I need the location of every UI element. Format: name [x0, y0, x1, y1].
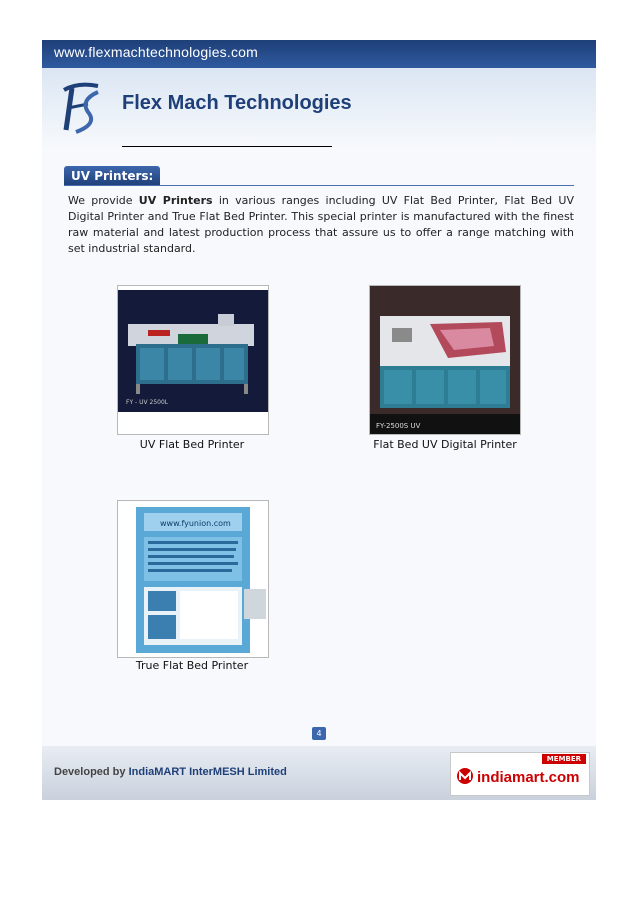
page-number: 4	[312, 727, 326, 740]
header-divider	[122, 146, 332, 147]
product-caption: Flat Bed UV Digital Printer	[373, 438, 517, 451]
page	[42, 40, 596, 800]
website-url[interactable]: www.flexmachtechnologies.com	[54, 44, 259, 60]
indiamart-member-badge[interactable]	[450, 752, 590, 796]
member-label: MEMBER	[542, 754, 586, 764]
section-title: UV Printers:	[64, 166, 160, 186]
top-banner	[42, 40, 596, 68]
product-photo-uv-flat-bed[interactable]	[117, 285, 269, 435]
company-logo-icon	[58, 80, 106, 136]
product-photo-flat-bed-uv-digital[interactable]	[369, 285, 521, 435]
footer	[42, 746, 596, 800]
photo-label: FY - UV 2500L	[126, 399, 169, 406]
product-photo-true-flat-bed[interactable]	[117, 500, 269, 658]
product-caption: UV Flat Bed Printer	[139, 438, 245, 451]
intro-highlight: UV Printers	[138, 194, 213, 207]
indiamart-brand: indiamart.com	[477, 769, 580, 786]
product-caption: True Flat Bed Printer	[135, 659, 249, 672]
intro-paragraph: We provide UV Printers in various ranges including UV Flat Bed Printer, Flat Bed UV Digital Printer and True Flat Bed Printer. This special printer is manufactured with the finest raw material and latest production process that assure us to offer a range matching with set industrial standard.	[68, 194, 574, 255]
photo-label: FY-2500S UV	[376, 422, 421, 430]
section-divider	[64, 185, 574, 186]
developed-by-text: Developed by IndiaMART InterMESH Limited	[54, 766, 287, 778]
developer-link[interactable]: IndiaMART InterMESH Limited	[128, 766, 287, 778]
company-name: Flex Mach Technologies	[122, 92, 352, 114]
indiamart-logo-icon	[456, 767, 474, 785]
photo-label: www.fyunion.com	[160, 519, 231, 528]
